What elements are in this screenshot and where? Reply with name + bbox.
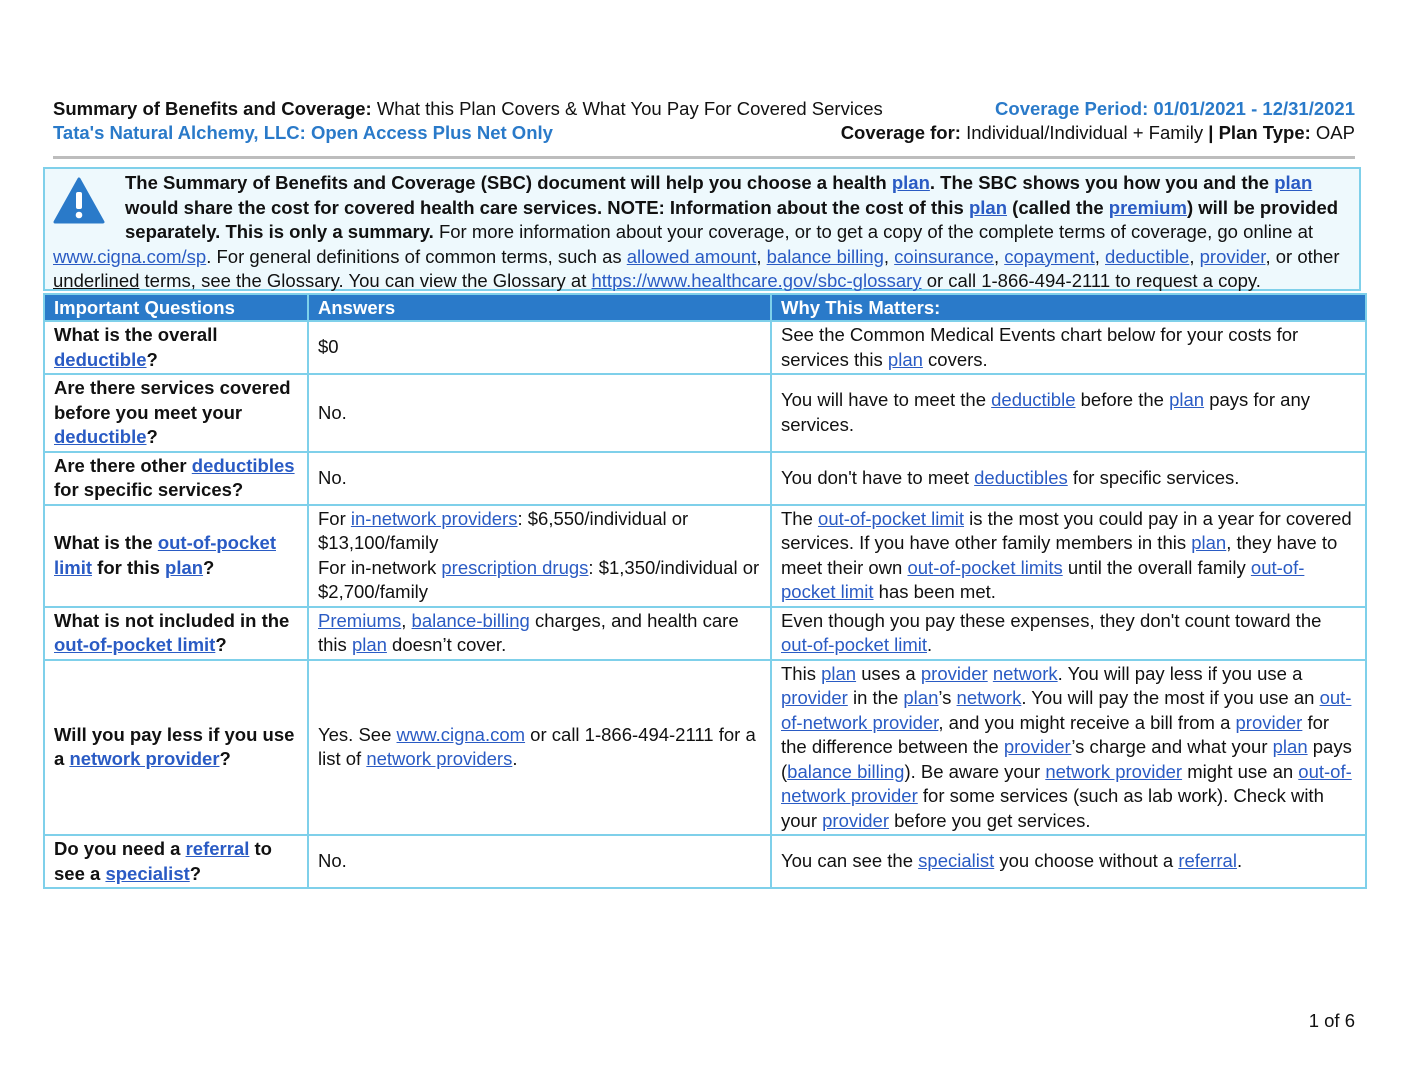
prescription-drugs-link[interactable]: prescription drugs — [441, 556, 589, 578]
table-row — [44, 452, 1366, 505]
deductible-link[interactable]: deductible — [1105, 245, 1190, 267]
answer-cell: $0 — [308, 321, 771, 374]
column-header: Why This Matters: — [771, 294, 1366, 321]
header-divider — [53, 156, 1355, 159]
why-cell: This plan uses a provider network. You will pay less if you use a provider in the plan’s network. You will pay the most if you use an out-of-network provider, and you might receive a bill from a provider for the difference between the provider’s charge and what your plan pays (balance billing). Be aware your network provider might use an out-of-network provider for some services (such as lab work). Check with your provider before you get services. — [771, 660, 1366, 836]
deductible-link[interactable]: deductible — [991, 389, 1076, 411]
out-of-network-provider-link[interactable]: out-of-network provider — [781, 687, 1352, 733]
plan-link[interactable]: plan — [1272, 736, 1308, 757]
balance-billing-link[interactable]: balance billing — [787, 760, 905, 782]
document-header — [53, 97, 1355, 145]
why-cell: You can see the specialist you choose without a referral. — [771, 835, 1366, 888]
table-row — [44, 660, 1366, 836]
copayment-link[interactable]: copayment — [1004, 245, 1095, 267]
plan-link[interactable]: plan — [887, 348, 923, 370]
why-cell: Even though you pay these expenses, they don't count toward the out-of-pocket limit. — [771, 607, 1366, 660]
why-cell: The out-of-pocket limit is the most you could pay in a year for covered services. If you have other family members in this plan, they have to meet their own out-of-pocket limits until the overall family out-of-pocket limit has been met. — [771, 505, 1366, 607]
page-number: 1 of 6 — [1308, 1010, 1355, 1031]
plan-link[interactable]: plan — [1191, 532, 1227, 553]
balance-billing-link[interactable]: balance-billing — [411, 609, 530, 631]
plan-link[interactable]: plan — [891, 172, 930, 193]
premiums-link[interactable]: Premiums — [318, 609, 402, 631]
plan-link[interactable]: plan — [351, 634, 387, 655]
plan-link[interactable]: plan — [165, 556, 204, 578]
provider-link[interactable]: provider — [1003, 736, 1072, 757]
out-of-network-provider-link[interactable]: out-of-network provider — [781, 760, 1352, 806]
answer-cell: No. — [308, 835, 771, 888]
answer-cell: For in-network providers: $6,550/individual or $13,100/family For in-network prescription drugs: $1,350/individual or $2,700/family — [308, 505, 771, 607]
important-questions-table — [43, 293, 1367, 889]
provider-link[interactable]: provider — [1235, 711, 1303, 733]
plan-link[interactable]: plan — [821, 662, 857, 684]
plan-name: Tata's Natural Alchemy, LLC: Open Access Plus Net Only — [53, 122, 553, 143]
plan-link[interactable]: plan — [968, 196, 1008, 218]
deductibles-link[interactable]: deductibles — [974, 466, 1068, 488]
document-title: Summary of Benefits and Coverage: What this Plan Covers & What You Pay For Covered Services — [53, 98, 883, 119]
cigna-sp-link[interactable]: www.cigna.com/sp — [53, 245, 207, 267]
plan-link[interactable]: plan — [1169, 389, 1205, 411]
deductible-link[interactable]: deductible — [54, 348, 147, 370]
column-header: Important Questions — [44, 294, 308, 321]
out-of-pocket-limit-link[interactable]: out-of-pocket limit — [54, 532, 276, 578]
network-link[interactable]: network — [992, 662, 1058, 684]
table-header-row — [44, 294, 1366, 321]
provider-link[interactable]: provider — [1199, 245, 1266, 267]
question-cell: Will you pay less if you use a network provider? — [44, 660, 308, 836]
sbc-notice-box — [43, 167, 1361, 291]
question-cell: What is not included in the out-of-pocket limit? — [44, 607, 308, 660]
why-cell: You will have to meet the deductible before the plan pays for any services. — [771, 374, 1366, 452]
answer-cell: No. — [308, 374, 771, 452]
answer-cell: Premiums, balance-billing charges, and health care this plan doesn’t cover. — [308, 607, 771, 660]
why-cell: You don't have to meet deductibles for specific services. — [771, 452, 1366, 505]
out-of-pocket-limit-link[interactable]: out-of-pocket limit — [818, 507, 965, 529]
table-row — [44, 374, 1366, 452]
network-link[interactable]: network — [956, 687, 1022, 708]
plan-link[interactable]: plan — [903, 687, 939, 708]
column-header: Answers — [308, 294, 771, 321]
provider-link[interactable]: provider — [822, 809, 889, 831]
question-cell: Do you need a referral to see a specialist? — [44, 835, 308, 888]
table-row — [44, 321, 1366, 374]
why-cell: See the Common Medical Events chart below for your costs for services this plan covers. — [771, 321, 1366, 374]
answer-cell: No. — [308, 452, 771, 505]
question-cell: What is the overall deductible? — [44, 321, 308, 374]
out-of-pocket-limit-link[interactable]: out-of-pocket limit — [781, 556, 1305, 602]
balance-billing-link[interactable]: balance billing — [766, 245, 884, 267]
deductibles-link[interactable]: deductibles — [191, 454, 295, 476]
provider-link[interactable]: provider — [920, 662, 988, 684]
coinsurance-link[interactable]: coinsurance — [894, 245, 994, 267]
notice-text: The Summary of Benefits and Coverage (SBC) document will help you choose a health plan. The SBC shows you how you and the plan would share the cost for covered health care services. NOTE: Information about the cost of this plan (called the premium) will be provided separately. This is only a summary. For more information about your coverage, or to get a copy of the complete terms of coverage, go online at www.cigna.com/sp. For general definitions of common terms, such as allowed amount, balance billing, coinsurance, copayment, deductible, provider, or other underlined terms, see the Glossary. You can view the Glossary at https://www.healthcare.gov/sbc-glossary or call 1-866-494-2111 to request a copy. — [53, 172, 1340, 291]
in-network-providers-link[interactable]: in-network providers — [350, 507, 518, 529]
provider-link[interactable]: provider — [781, 687, 848, 708]
glossary-link[interactable]: https://www.healthcare.gov/sbc-glossary — [591, 270, 922, 291]
referral-link[interactable]: referral — [1178, 850, 1237, 872]
question-cell: What is the out-of-pocket limit for this plan? — [44, 505, 308, 607]
coverage-period: Coverage Period: 01/01/2021 - 12/31/2021 — [995, 98, 1355, 119]
network-provider-link[interactable]: network provider — [69, 748, 220, 770]
out-of-pocket-limit-link[interactable]: out-of-pocket limit — [54, 634, 216, 655]
out-of-pocket-limit-link[interactable]: out-of-pocket limit — [781, 634, 927, 655]
question-cell: Are there services covered before you meet your deductible? — [44, 374, 308, 452]
out-of-pocket-limits-link[interactable]: out-of-pocket limits — [907, 556, 1063, 578]
referral-link[interactable]: referral — [185, 838, 250, 859]
specialist-link[interactable]: specialist — [105, 862, 190, 884]
network-providers-link[interactable]: network providers — [366, 748, 513, 770]
coverage-for: Coverage for: Individual/Individual + Family | Plan Type: OAP — [840, 122, 1355, 143]
allowed-amount-link[interactable]: allowed amount — [626, 245, 757, 267]
table-row — [44, 505, 1366, 607]
table-row — [44, 607, 1366, 660]
plan-link[interactable]: plan — [1274, 172, 1313, 193]
specialist-link[interactable]: specialist — [918, 850, 995, 872]
cigna-link[interactable]: www.cigna.com — [396, 723, 526, 745]
question-cell: Are there other deductibles for specific services? — [44, 452, 308, 505]
deductible-link[interactable]: deductible — [54, 426, 147, 447]
network-provider-link[interactable]: network provider — [1045, 760, 1183, 782]
premium-link[interactable]: premium — [1108, 196, 1187, 218]
table-row — [44, 835, 1366, 888]
answer-cell: Yes. See www.cigna.com or call 1-866-494-2111 for a list of network providers. — [308, 660, 771, 836]
